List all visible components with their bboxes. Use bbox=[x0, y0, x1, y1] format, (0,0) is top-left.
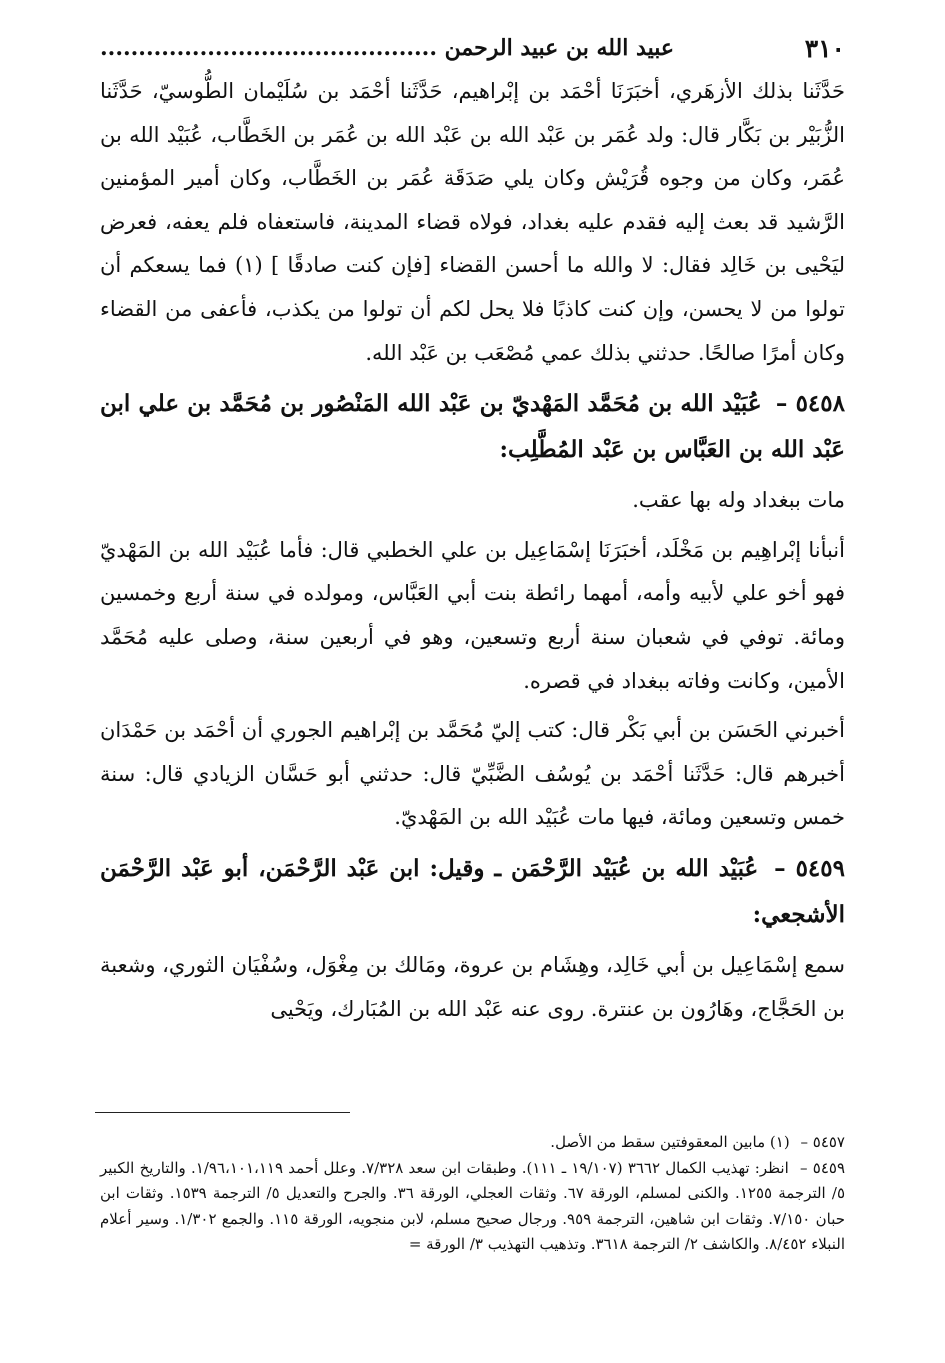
entry-paragraph: أخبرني الحَسَن بن أبي بَكْر قال: كتب إليّ مُحَمَّد بن إبْراهيم الجوري أن أحْمَد بن حَمْدَان أخبرهم قال: حَدَّثَنا أحْمَد بن يُوسُف الضَّبِّيّ قال: حدثني أبو حَسَّان الزيادي قال: سنة خمس وتسعين ومائة، فيها مات عُبَيْد الله بن المَهْديّ. bbox=[100, 718, 845, 830]
main-text bbox=[100, 70, 845, 1031]
footnote-number: ٥٤٥٧ – bbox=[800, 1133, 845, 1151]
footnote-text: (١) مابين المعقوفتين سقط من الأصل. bbox=[550, 1133, 790, 1151]
entry-heading-5459 bbox=[100, 846, 845, 938]
page-number: ٣١٠ bbox=[804, 33, 845, 63]
entry-title: عُبَيْد الله بن مُحَمَّد المَهْديّ بن عَبْد الله المَنْصُور بن مُحَمَّد بن علي ابن عَبْد الله بن العَبَّاس بن عَبْد المُطَّلِب: bbox=[100, 390, 845, 464]
page-header bbox=[100, 28, 845, 68]
entry-number: ٥٤٥٨ – bbox=[775, 390, 845, 418]
footnote-text: انظر: تهذيب الكمال ٣٦٦٢ (١٩/١٠٧ ـ ١١١). وطبقات ابن سعد ٧/٣٢٨. وعلل أحمد ١/٩٦،١٠١،١١٩. والتاريخ الكبير ٥/ الترجمة ١٢٥٥. والكنى لمسلم، الورقة ٦٧. وثقات العجلي، الورقة ٣٦. والجرح والتعديل ٥/ الترجمة ١٥٣٩. وثقات ابن حبان ٧/١٥٠. وثقات ابن شاهين، الترجمة ٩٥٩. ورجال صحيح مسلم، لابن منجويه، الورقة ١١٥. والجمع ١/٣٠٢. وسير أعلام النبلاء ٨/٤٥٢. والكاشف ٢/ الترجمة ٣٦١٨. وتذهيب التهذيب ٣/ الورقة = bbox=[100, 1158, 845, 1254]
entry-paragraph: سمع إسْمَاعِيل بن أبي خَالِد، وهِشَام بن عروة، ومَالك بن مِغْوَل، وسُفْيَان الثوري، وشعبة بن الحَجَّاج، وهَارُون بن عنترة. روى عنه عَبْد الله بن المُبَارك، ويَحْيى bbox=[100, 952, 845, 1021]
entry-paragraph: أنبأنا إبْراهِيم بن مَخْلَد، أخبَرَنَا إسْمَاعِيل بن علي الخطبي قال: فأما عُبَيْد الله بن المَهْديّ فهو أخو علي لأبيه وأمه، أمهما رائطة بنت أبي العَبَّاس، ومولده في سنة أربع وخمسين ومائة. توفي في شعبان سنة أربع وتسعين، وهو في أربعين سنة، وصلى عليه مُحَمَّد الأمين، وكانت وفاته ببغداد في قصره. bbox=[100, 537, 845, 693]
entry-number: ٥٤٥٩ – bbox=[774, 854, 845, 882]
entry-paragraph: مات ببغداد وله بها عقب. bbox=[632, 488, 845, 513]
footnote-number: ٥٤٥٩ – bbox=[800, 1158, 846, 1177]
running-title: عبيد الله بن عبيد الرحمن ............................................ bbox=[100, 35, 674, 61]
footnotes bbox=[100, 1130, 845, 1258]
footnote-divider bbox=[95, 1112, 350, 1113]
entry-heading-5458 bbox=[100, 381, 845, 473]
footnote bbox=[100, 1156, 845, 1258]
entry-title: عُبَيْد الله بن عُبَيْد الرَّحْمَن ـ وقيل: ابن عَبْد الرَّحْمَن، أبو عَبْد الرَّحْمَن الأشجعي: bbox=[100, 854, 845, 928]
intro-paragraph: حَدَّثَنا بذلك الأزهَري، أخبَرَنَا أحْمَد بن إبْراهيم، حَدَّثَنا أحْمَد بن سُلَيْمان الطُّوسيّ، حَدَّثَنا الزُّبَيْر بن بَكَّار قال: ولد عُمَر بن عَبْد الله بن عَبْد الله بن عُمَر بن الخَطَّاب، عُبَيْد الله بن عُمَر، وكان من وجوه قُرَيْش وكان يلي صَدَقَة عُمَر بن الخَطَّاب، وكان أمير المؤمنين الرَّشيد قد بعث إليه فقدم عليه بغداد، فولاه قضاء المدينة، فاستعفاه فلم يعفه، فعرض ليَحْيى بن خَالِد فقال: لا والله ما أحسن القضاء [فإن كنت صادقًا ] (١) فما يسعكم أن تولوا من لا يحسن، وإن كنت كاذبًا فلا يحل لكم أن تولوا من يكذب، فأعفى من القضاء وكان أمرًا صالحًا. حدثني بذلك عمي مُصْعَب بن عَبْد الله. bbox=[100, 79, 845, 365]
footnote bbox=[100, 1130, 845, 1156]
